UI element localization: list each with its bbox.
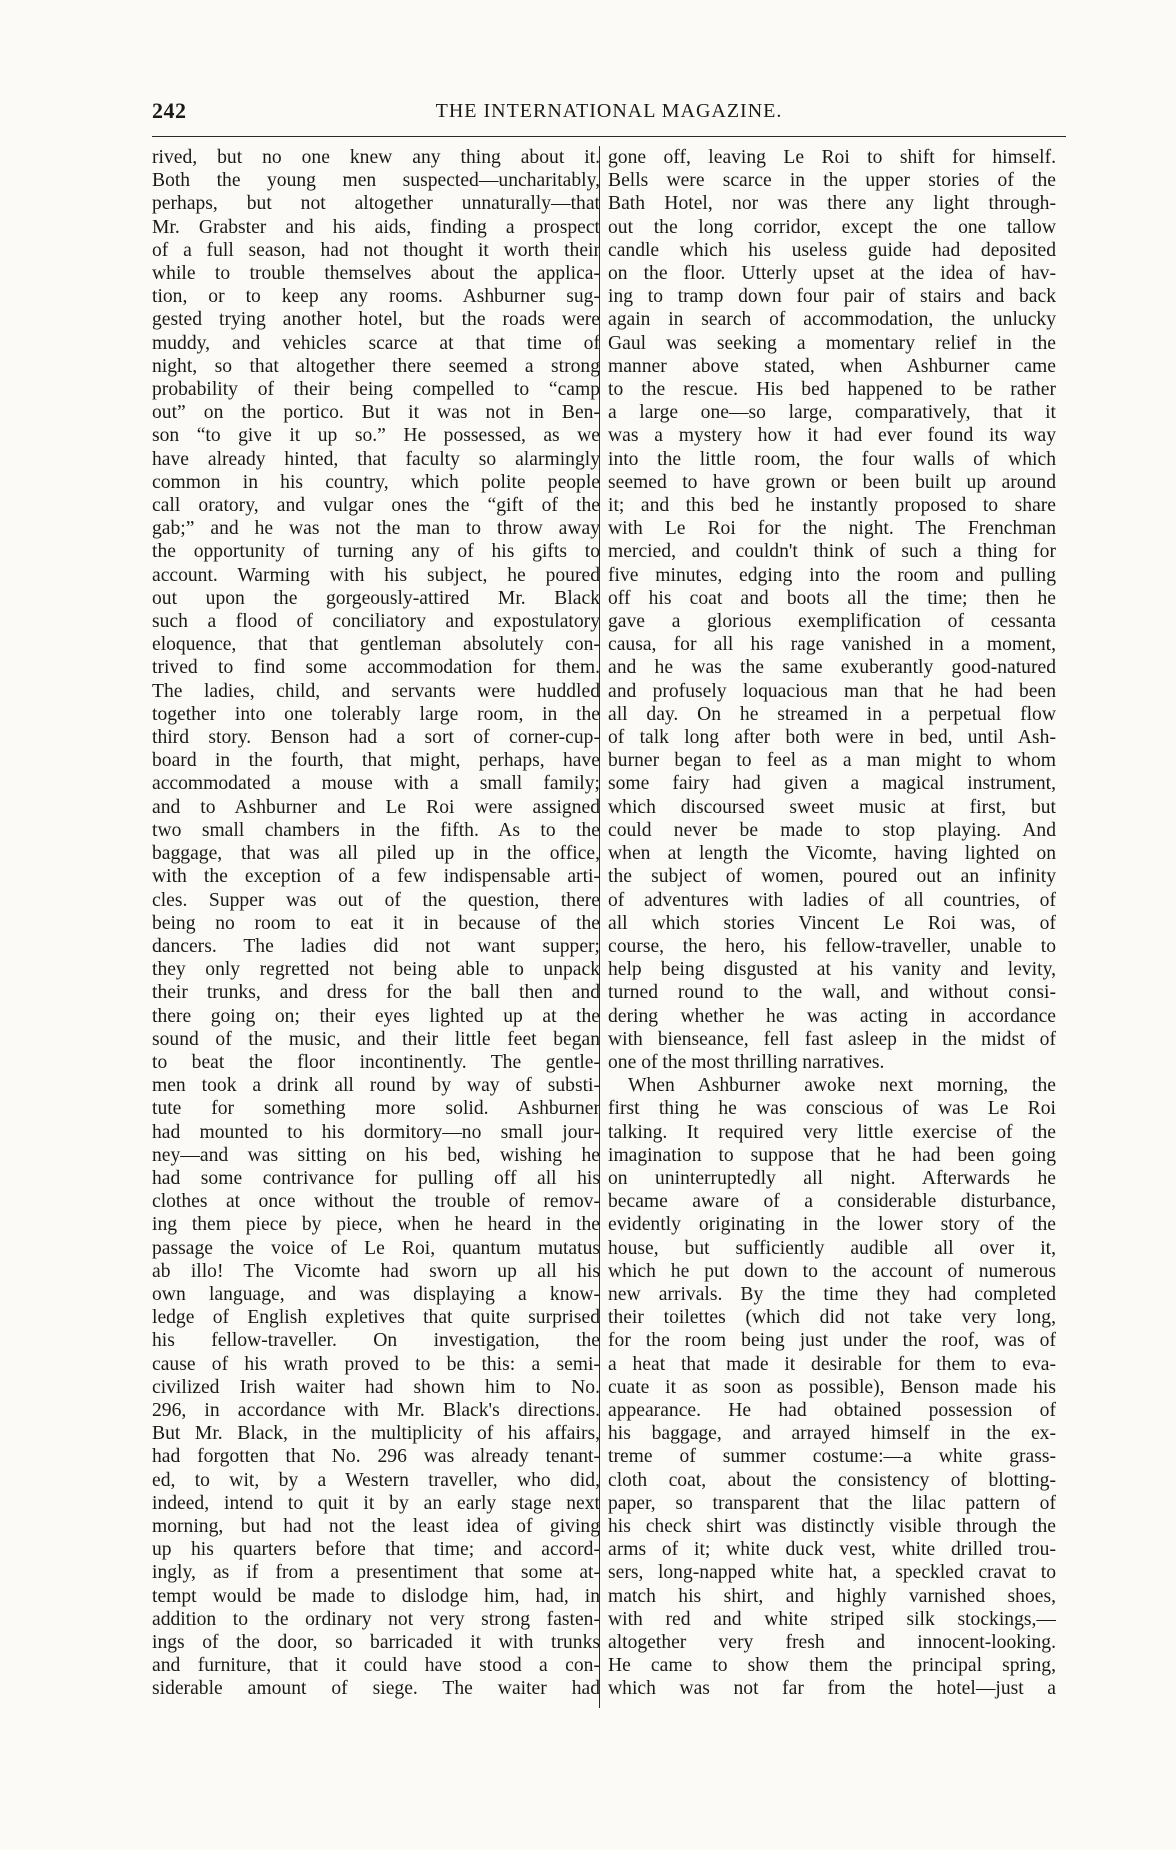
text-line: which discoursed sweet music at first, but xyxy=(608,796,1056,818)
page-header xyxy=(152,98,1066,132)
text-line: burner began to feel as a man might to whom xyxy=(608,750,1056,772)
text-line: the subject of women, poured out an infinity xyxy=(608,866,1056,888)
text-line: course, the hero, his fellow-traveller, unable to xyxy=(608,935,1056,957)
text-line: appearance. He had obtained possession of xyxy=(608,1399,1056,1421)
text-line: his baggage, and arrayed himself in the ex- xyxy=(608,1423,1056,1445)
text-line: ing them piece by piece, when he heard in the xyxy=(152,1214,600,1236)
text-line: cloth coat, about the consistency of blotting- xyxy=(608,1469,1056,1491)
text-line: siderable amount of siege. The waiter had xyxy=(152,1678,600,1700)
text-line: which was not far from the hotel—just a xyxy=(608,1678,1056,1700)
text-line: while to trouble themselves about the applica- xyxy=(152,263,600,285)
text-line: ed, to wit, by a Western traveller, who did, xyxy=(152,1469,600,1491)
text-line: eloquence, that that gentleman absolutely con- xyxy=(152,634,600,656)
text-line: Mr. Grabster and his aids, finding a prospect xyxy=(152,216,600,238)
text-line: addition to the ordinary not very strong fasten- xyxy=(152,1608,600,1630)
text-line: ing to tramp down four pair of stairs and back xyxy=(608,286,1056,308)
text-line: help being disgusted at his vanity and levity, xyxy=(608,959,1056,981)
text-line: and profusely loquacious man that he had been xyxy=(608,680,1056,702)
text-line: first thing he was conscious of was Le Roi xyxy=(608,1098,1056,1120)
text-line: common in his country, which polite people xyxy=(152,471,600,493)
text-line: seemed to have grown or been built up around xyxy=(608,471,1056,493)
text-line: imagination to suppose that he had been going xyxy=(608,1144,1056,1166)
text-line: house, but sufficiently audible all over it, xyxy=(608,1237,1056,1259)
text-line: The ladies, child, and servants were huddled xyxy=(152,680,600,702)
text-line: baggage, that was all piled up in the office, xyxy=(152,843,600,865)
text-line: gab;” and he was not the man to throw away xyxy=(152,518,600,540)
text-line: arms of it; white duck vest, white drilled trou- xyxy=(608,1539,1056,1561)
text-line: dancers. The ladies did not want supper; xyxy=(152,935,600,957)
running-title: THE INTERNATIONAL MAGAZINE. xyxy=(435,100,783,122)
text-line: being no room to eat it in because of the xyxy=(152,912,600,934)
text-line: the opportunity of turning any of his gifts to xyxy=(152,541,600,563)
text-line: clothes at once without the trouble of remov- xyxy=(152,1191,600,1213)
text-line: it; and this bed he instantly proposed to share xyxy=(608,495,1056,517)
text-line: they only regretted not being able to unpack xyxy=(152,959,600,981)
left-column xyxy=(152,146,600,1711)
text-line: two small chambers in the fifth. As to the xyxy=(152,819,600,841)
text-line: new arrivals. By the time they had completed xyxy=(608,1283,1056,1305)
text-line: treme of summer costume:—a white grass- xyxy=(608,1446,1056,1468)
text-line: cuate it as soon as possible), Benson made his xyxy=(608,1376,1056,1398)
text-line: was a mystery how it had ever found its way xyxy=(608,425,1056,447)
text-line: son “to give it up so.” He possessed, as we xyxy=(152,425,600,447)
text-line: night, so that altogether there seemed a strong xyxy=(152,355,600,377)
text-line: third story. Benson had a sort of corner-cup- xyxy=(152,727,600,749)
text-line: with the exception of a few indispensable arti- xyxy=(152,866,600,888)
text-line: again in search of accommodation, the unlucky xyxy=(608,309,1056,331)
text-line: muddy, and vehicles scarce at that time of xyxy=(152,332,600,354)
text-line: He came to show them the principal spring, xyxy=(608,1655,1056,1677)
text-line: which he put down to the account of numerous xyxy=(608,1260,1056,1282)
text-line: civilized Irish waiter had shown him to No. xyxy=(152,1376,600,1398)
text-line: gone off, leaving Le Roi to shift for himself. xyxy=(608,147,1056,168)
text-line: when at length the Vicomte, having lighted on xyxy=(608,843,1056,865)
text-line: his check shirt was distinctly visible through the xyxy=(608,1515,1056,1537)
text-line: Bells were scarce in the upper stories of the xyxy=(608,170,1056,192)
text-line: ab illo! The Vicomte had sworn up all his xyxy=(152,1260,600,1282)
text-line: five minutes, edging into the room and pulling xyxy=(608,564,1056,586)
text-line: ledge of English expletives that quite surprised xyxy=(152,1307,600,1329)
text-line: cles. Supper was out of the question, there xyxy=(152,889,600,911)
text-line: Gaul was seeking a momentary relief in the xyxy=(608,332,1056,354)
text-line: out the long corridor, except the one tallow xyxy=(608,216,1056,238)
text-line: Bath Hotel, nor was there any light through- xyxy=(608,193,1056,215)
text-line: some fairy had given a magical instrument, xyxy=(608,773,1056,795)
page-number: 242 xyxy=(152,98,187,123)
text-line: of talk long after both were in bed, until Ash- xyxy=(608,727,1056,749)
text-line: there going on; their eyes lighted up at the xyxy=(152,1005,600,1027)
text-line: out upon the gorgeously-attired Mr. Black xyxy=(152,587,600,609)
text-line: such a flood of conciliatory and expostulatory xyxy=(152,611,600,633)
text-line: could never be made to stop playing. And xyxy=(608,819,1056,841)
text-line: together into one tolerably large room, in the xyxy=(152,703,600,725)
text-line: tempt would be made to dislodge him, had, in xyxy=(152,1585,600,1607)
text-line: had some contrivance for pulling off all his xyxy=(152,1167,600,1189)
text-line: on the floor. Utterly upset at the idea of hav- xyxy=(608,263,1056,285)
text-line: gested trying another hotel, but the roads were xyxy=(152,309,600,331)
text-line: turned round to the wall, and without consi- xyxy=(608,982,1056,1004)
text-line: with red and white striped silk stockings,— xyxy=(608,1608,1056,1630)
text-line: all day. On he streamed in a perpetual flow xyxy=(608,703,1056,725)
text-line: had mounted to his dormitory—no small jour- xyxy=(152,1121,600,1143)
text-line: mercied, and couldn't think of such a thing for xyxy=(608,541,1056,563)
text-line: paper, so transparent that the lilac pattern of xyxy=(608,1492,1056,1514)
text-line: out” on the portico. But it was not in Ben- xyxy=(152,402,600,424)
text-line: cause of his wrath proved to be this: a semi- xyxy=(152,1353,600,1375)
text-line: all which stories Vincent Le Roi was, of xyxy=(608,912,1056,934)
text-line: altogether very fresh and innocent-looking. xyxy=(608,1632,1056,1653)
text-line: men took a drink all round by way of substi- xyxy=(152,1075,600,1097)
text-line: had forgotten that No. 296 was already tenant- xyxy=(152,1446,600,1468)
text-line: Both the young men suspected—uncharitably, xyxy=(152,170,600,192)
text-line: probability of their being compelled to “camp xyxy=(152,379,600,401)
text-line: a large one—so large, comparatively, that it xyxy=(608,402,1056,424)
text-line: and to Ashburner and Le Roi were assigned xyxy=(152,796,600,818)
text-line: accommodated a mouse with a small family; xyxy=(152,773,600,795)
text-line: a heat that made it desirable for them to eva- xyxy=(608,1353,1056,1375)
text-line: rived, but no one knew any thing about it. xyxy=(152,147,600,168)
text-line: trived to find some accommodation for them. xyxy=(152,657,600,679)
text-line: tion, or to keep any rooms. Ashburner sug- xyxy=(152,286,600,308)
text-line: of a full season, had not thought it worth their xyxy=(152,239,600,261)
text-line: up his quarters before that time; and accord- xyxy=(152,1539,600,1561)
text-line: sound of the music, and their little feet began xyxy=(152,1028,600,1050)
header-rule xyxy=(152,136,1066,137)
text-line: on uninterruptedly all night. Afterwards he xyxy=(608,1167,1056,1189)
text-line: own language, and was displaying a know- xyxy=(152,1283,600,1305)
text-line: with bienseance, fell fast asleep in the midst of xyxy=(608,1028,1056,1050)
text-line: perhaps, but not altogether unnaturally—that xyxy=(152,193,600,215)
column-divider xyxy=(599,146,600,1708)
text-line: passage the voice of Le Roi, quantum mutatus xyxy=(152,1237,600,1259)
text-line: of adventures with ladies of all countries, of xyxy=(608,889,1056,911)
text-line: ney—and was sitting on his bed, wishing he xyxy=(152,1144,600,1166)
text-line: manner above stated, when Ashburner came xyxy=(608,355,1056,377)
text-line: 296, in accordance with Mr. Black's directions. xyxy=(152,1399,600,1421)
text-line: for the room being just under the roof, was of xyxy=(608,1330,1056,1352)
text-line: gave a glorious exemplification of cessanta xyxy=(608,611,1056,633)
text-line: and he was the same exuberantly good-natured xyxy=(608,657,1056,679)
text-line: candle which his useless guide had deposited xyxy=(608,239,1056,261)
text-line: match his shirt, and highly varnished shoes, xyxy=(608,1585,1056,1607)
text-line: off his coat and boots all the time; then he xyxy=(608,587,1056,609)
text-line: ings of the door, so barricaded it with trunks xyxy=(152,1632,600,1653)
text-line: board in the fourth, that might, perhaps, have xyxy=(152,750,600,772)
text-line: But Mr. Black, in the multiplicity of his affairs, xyxy=(152,1423,600,1445)
text-line: to beat the floor incontinently. The gentle- xyxy=(152,1051,600,1073)
text-line: talking. It required very little exercise of the xyxy=(608,1121,1056,1143)
text-line: have already hinted, that faculty so alarmingly xyxy=(152,448,600,470)
text-line: dering whether he was acting in accordance xyxy=(608,1005,1056,1027)
text-line: became aware of a considerable disturbance, xyxy=(608,1191,1056,1213)
right-column xyxy=(608,146,1056,1711)
text-line: his fellow-traveller. On investigation, the xyxy=(152,1330,600,1352)
text-line: account. Warming with his subject, he poured xyxy=(152,564,600,586)
text-line: and furniture, that it could have stood a con- xyxy=(152,1655,600,1677)
text-line: indeed, intend to quit it by an early stage next xyxy=(152,1492,600,1514)
text-line: causa, for all his rage vanished in a moment, xyxy=(608,634,1056,656)
text-line: evidently originating in the lower story of the xyxy=(608,1214,1056,1236)
text-line: one of the most thrilling narratives. xyxy=(608,1051,885,1073)
text-line: sers, long-napped white hat, a speckled cravat to xyxy=(608,1562,1056,1584)
text-line: into the little room, the four walls of which xyxy=(608,448,1056,470)
text-line: their toilettes (which did not take very long, xyxy=(608,1307,1056,1329)
text-line: tute for something more solid. Ashburner xyxy=(152,1098,600,1120)
text-line: When Ashburner awoke next morning, the xyxy=(628,1075,1056,1097)
text-line: their trunks, and dress for the ball then and xyxy=(152,982,600,1004)
text-line: ingly, as if from a presentiment that some at- xyxy=(152,1562,600,1584)
text-line: to the rescue. His bed happened to be rather xyxy=(608,379,1056,401)
text-line: morning, but had not the least idea of giving xyxy=(152,1515,600,1537)
text-line: call oratory, and vulgar ones the “gift of the xyxy=(152,495,600,517)
text-line: with Le Roi for the night. The Frenchman xyxy=(608,518,1056,540)
